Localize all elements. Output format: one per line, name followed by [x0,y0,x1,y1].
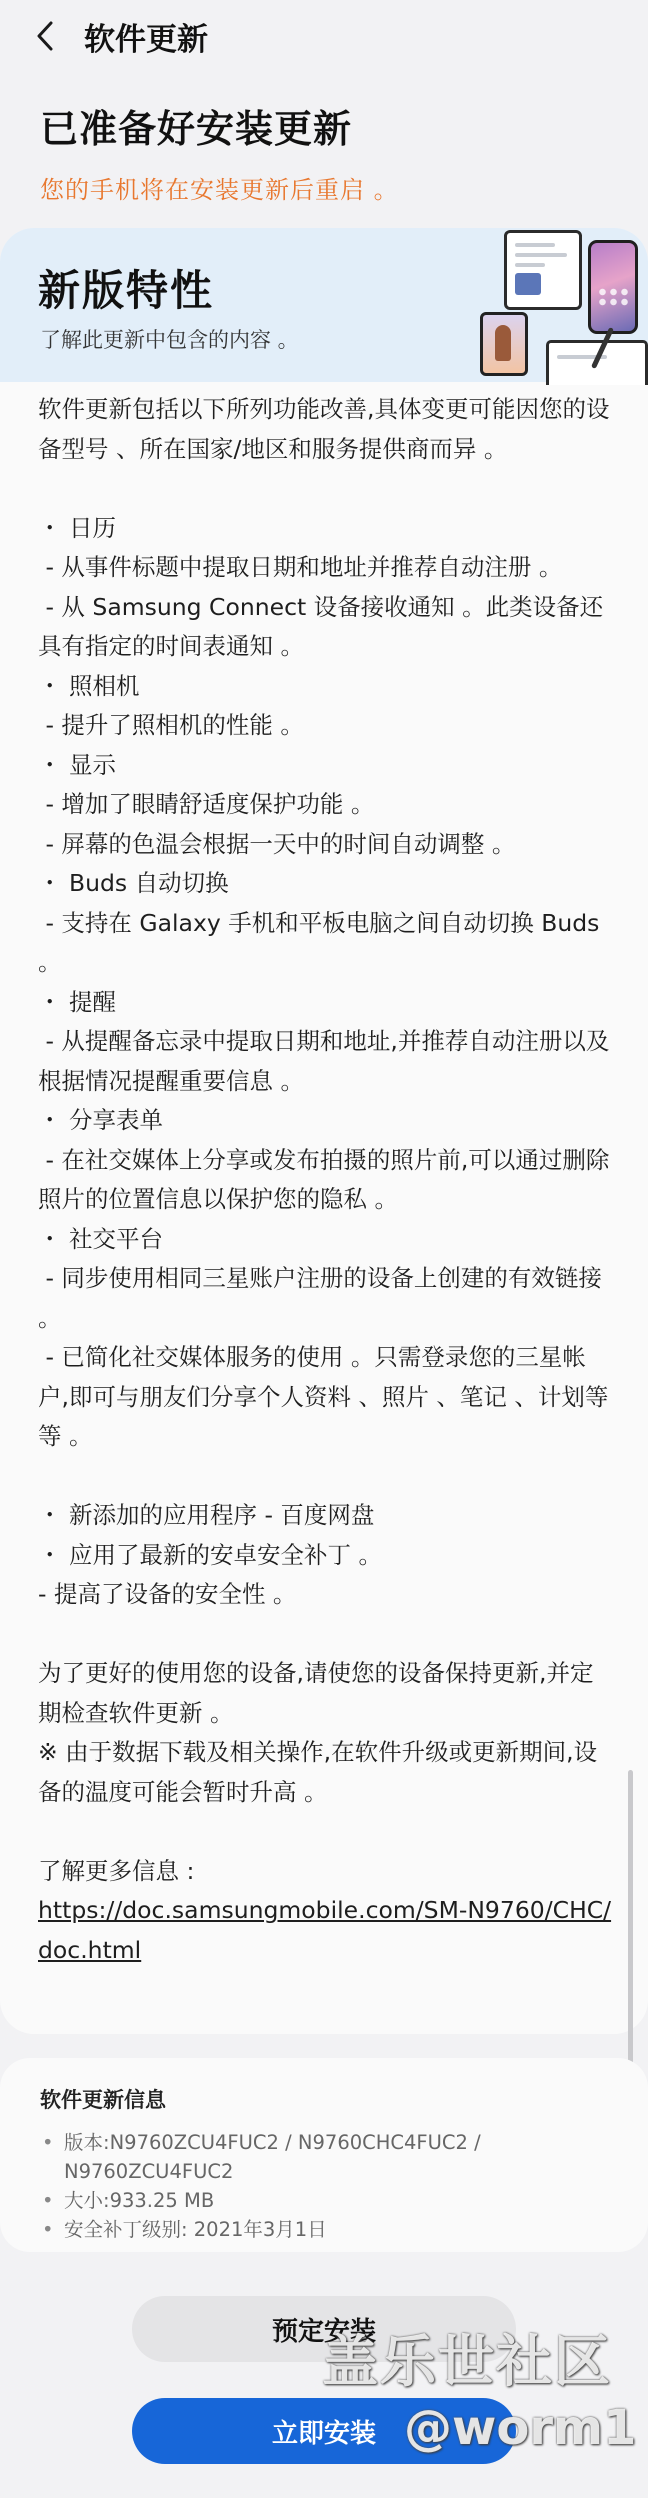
patch-value: 安全补丁级别: 2021年3月1日 [64,2218,327,2241]
size-row: • 大小:933.25 MB [42,2186,602,2215]
notes-line: ※ 由于数据下载及相关操作,在软件升级或更新期间,设备的温度可能会暂时升高 。 [38,1738,598,1806]
version-row: • 版本:N9760ZCU4FUC2 / N9760CHC4FUC2 / [42,2128,602,2157]
more-info-link[interactable]: https://doc.samsungmobile.com/SM-N9760/CHC/doc.html [38,1896,612,1964]
app-header [0,0,648,72]
notes-line: 了解更多信息 : [38,1856,195,1885]
notes-line: - 支持在 Galaxy 手机和平板电脑之间自动切换 Buds 。 [38,908,607,976]
notes-line: ・ 照相机 [38,671,140,700]
back-button[interactable] [16,6,76,66]
tablet-illustration-icon [504,230,582,310]
notes-line: - 从提醒备忘录中提取日期和地址,并推荐自动注册以及根据情况提醒重要信息 。 [38,1027,610,1095]
notes-line: - 提升了照相机的性能 。 [38,711,304,739]
notes-line: ・ 日历 [38,513,116,542]
size-value: 大小:933.25 MB [64,2189,215,2212]
notes-line: 为了更好的使用您的设备,请使您的设备保持更新,并定期检查软件更新 。 [38,1659,594,1727]
notes-line: - 屏幕的色温会根据一天中的时间自动调整 。 [38,829,516,858]
notes-spacer [38,1615,616,1655]
notes-line: ・ 显示 [38,750,116,779]
watermark-text: 盖乐世社区 [322,2330,612,2395]
version-value: 版本:N9760ZCU4FUC2 / N9760CHC4FUC2 / [64,2131,481,2154]
update-info-card [0,2058,648,2252]
notes-spacer [38,469,616,509]
foldable-illustration-icon [480,312,528,376]
notes-line: ・ 新添加的应用程序 - 百度网盘 [38,1501,375,1529]
notes-line: ・ 应用了最新的安卓安全补丁 。 [38,1540,382,1569]
watermark-handle: @worm1 [404,2400,637,2456]
notes-line: 软件更新包括以下所列功能改善,具体变更可能因您的设备型号 、所在国家/地区和服务提供商而异 。 [38,395,610,463]
release-notes-text [38,390,616,1970]
notes-spacer [38,1812,616,1852]
notes-line: - 从事件标题中提取日期和地址并推荐自动注册 。 [38,553,563,581]
notes-line: - 提高了设备的安全性 。 [38,1580,297,1608]
notes-line: - 在社交媒体上分享或发布拍摄的照片前,可以通过删除照片的位置信息以保护您的隐私 。 [38,1145,610,1213]
schedule-install-button[interactable]: 预定安装 [132,2296,516,2362]
notes-line: - 同步使用相同三星账户注册的设备上创建的有效链接 。 [38,1264,610,1332]
update-info-list [42,2128,602,2244]
phone-illustration-icon [588,240,638,334]
notes-line: ・ Buds 自动切换 [38,869,229,897]
chevron-left-icon [33,19,59,53]
notes-line: ・ 分享表单 [38,1106,163,1134]
notes-spacer [38,1457,616,1497]
notes-line: - 增加了眼睛舒适度保护功能 。 [38,790,375,818]
install-now-button[interactable]: 立即安装 [132,2398,516,2464]
version-value-cont: N9760ZCU4FUC2 [64,2160,234,2183]
banner-title: 新版特性 [38,266,215,315]
notes-line: ・ 提醒 [38,987,116,1016]
header-title: 软件更新 [84,21,208,58]
patch-row: • 安全补丁级别: 2021年3月1日 [42,2215,602,2244]
restart-note: 您的手机将在安装更新后重启 。 [40,176,399,204]
release-notes-card[interactable] [0,228,648,2034]
notes-line: - 已简化社交媒体服务的使用 。只需登录您的三星帐户,即可与朋友们分享个人资料 、照片 、笔记 、计划等等 。 [38,1343,609,1450]
whats-new-banner [0,228,648,382]
scrollbar[interactable] [628,1770,633,2070]
version-row-cont [42,2157,602,2186]
notes-line: ・ 社交平台 [38,1224,163,1253]
update-info-title: 软件更新信息 [40,2088,166,2112]
banner-subtitle: 了解此更新中包含的内容 。 [40,328,299,352]
page-title: 已准备好安装更新 [40,107,353,151]
notes-line: - 从 Samsung Connect 设备接收通知 。此类设备还具有指定的时间表通知 。 [38,592,604,660]
